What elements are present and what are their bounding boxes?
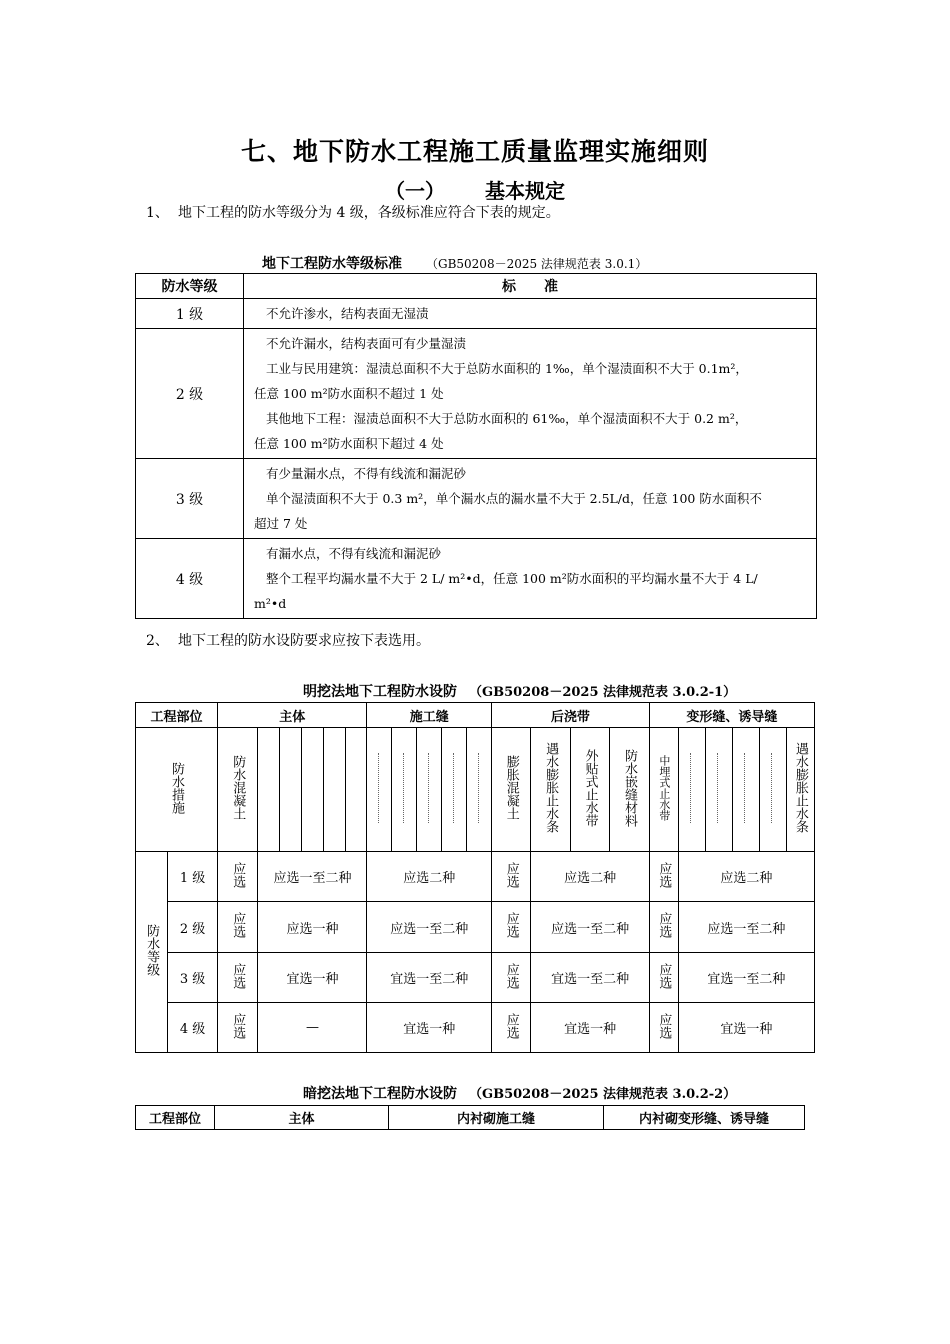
standard-line: 有少量漏水点，不得有线流和漏泥砂	[266, 466, 467, 481]
required-text: 应选	[230, 962, 246, 989]
joint-choice-cell: 应选二种	[367, 852, 492, 902]
measure-label: 外贴式止水带	[582, 748, 598, 827]
measure-label: 遇水膨胀止水条	[543, 742, 559, 833]
grade-label: 防水等级	[144, 924, 160, 976]
grade-cell: 1 级	[136, 299, 244, 329]
paragraph-2	[146, 630, 430, 650]
required-cell	[218, 852, 258, 902]
measure-cell	[705, 728, 732, 852]
standard-line: 不允许漏水，结构表面可有少量湿渍	[266, 336, 467, 351]
open-cut-waterproof-table	[135, 702, 815, 1053]
def-choice-cell: 应选一至二种	[678, 902, 814, 953]
post-choice-cell: 宜选一至二种	[531, 953, 649, 1003]
mined-waterproof-table	[135, 1105, 805, 1130]
main-choice-cell: 应选一至二种	[258, 852, 367, 902]
table-header: 内衬砌施工缝	[389, 1106, 604, 1130]
table-header: 主体	[215, 1106, 389, 1130]
required-cell	[218, 902, 258, 953]
paragraph-number: 2、	[146, 633, 169, 649]
standard-line: 任意 100 m²防水面积不超过 1 处	[254, 386, 444, 401]
grade-cell: 4 级	[136, 539, 244, 619]
required-cell	[649, 1003, 678, 1053]
required-text: 应选	[230, 912, 246, 938]
section-label: 基本规定	[485, 179, 565, 203]
joint-choice-cell: 应选一至二种	[367, 902, 492, 953]
measure-cell	[786, 728, 814, 852]
standard-line: 有漏水点，不得有线流和漏泥砂	[266, 546, 442, 561]
required-cell	[218, 1003, 258, 1053]
measure-cell	[492, 728, 531, 852]
required-text: 应选	[656, 962, 672, 989]
required-cell	[492, 902, 531, 953]
measure-cell	[531, 728, 570, 852]
table-header: 主体	[218, 703, 367, 728]
grade-cell: 2 级	[168, 902, 218, 953]
required-cell	[649, 852, 678, 902]
measures-row	[136, 728, 815, 852]
table-header: 工程部位	[136, 703, 218, 728]
standard-line: 整个工程平均漏水量不大于 2 L/ m²•d，任意 100 m²防水面积的平均漏水量不大于 4 L/	[266, 571, 758, 586]
measure-cell	[302, 728, 324, 852]
measure-cell	[649, 728, 678, 852]
table3-caption-title: 暗挖法地下工程防水设防	[303, 1086, 457, 1102]
standard-cell	[244, 459, 817, 539]
post-choice-cell: 宜选一种	[531, 1003, 649, 1053]
page-title: 七、地下防水工程施工质量监理实施细则	[240, 137, 709, 166]
def-choice-cell: 宜选一种	[678, 1003, 814, 1053]
table-header: 后浇带	[492, 703, 650, 728]
table-row	[136, 459, 817, 539]
table-row	[136, 299, 817, 329]
required-cell	[492, 852, 531, 902]
table-header: 防水等级	[136, 274, 244, 299]
measure-cell	[367, 728, 392, 852]
measure-cell	[323, 728, 345, 852]
measure-cell	[442, 728, 467, 852]
standard-cell	[244, 539, 817, 619]
main-choice-cell: 应选一种	[258, 902, 367, 953]
required-cell	[492, 953, 531, 1003]
required-text: 应选	[230, 861, 246, 888]
table-row	[136, 953, 815, 1003]
measure-cell	[732, 728, 759, 852]
table-row	[136, 1003, 815, 1053]
def-choice-cell: 应选二种	[678, 852, 814, 902]
measures-label-cell	[136, 728, 218, 852]
measure-label: 中埋式止水带	[657, 754, 671, 821]
paragraph-number: 1、	[146, 205, 169, 221]
standard-line: 任意 100 m²防水面积下超过 4 处	[254, 436, 444, 451]
measures-label: 防水措施	[169, 761, 184, 814]
required-text: 应选	[656, 861, 672, 888]
waterproof-grade-table	[135, 273, 817, 619]
table-row	[136, 539, 817, 619]
required-text: 应选	[503, 1012, 519, 1039]
required-cell	[218, 953, 258, 1003]
measure-cell	[570, 728, 609, 852]
table-header: 变形缝、诱导缝	[649, 703, 814, 728]
standard-line: m²•d	[254, 596, 287, 611]
table1-caption-title: 地下工程防水等级标准	[262, 256, 402, 272]
joint-choice-cell: 宜选一种	[367, 1003, 492, 1053]
table2-caption-ref: （GB50208－2025 法律规范表 3.0.2-1）	[469, 685, 737, 700]
def-choice-cell: 宜选一至二种	[678, 953, 814, 1003]
table3-caption-ref: （GB50208－2025 法律规范表 3.0.2-2）	[469, 1087, 737, 1102]
measure-cell	[759, 728, 786, 852]
paragraph-text: 地下工程的防水等级分为 4 级，各级标准应符合下表的规定。	[178, 205, 560, 221]
measure-cell	[258, 728, 280, 852]
joint-choice-cell: 宜选一至二种	[367, 953, 492, 1003]
table1-caption	[262, 253, 647, 273]
measure-cell	[417, 728, 442, 852]
paragraph-1	[146, 202, 560, 222]
standard-line: 其他地下工程：湿渍总面积不大于总防水面积的 61‰，单个湿渍面积不大于 0.2 m²，	[266, 411, 748, 426]
section-heading	[0, 175, 950, 204]
required-text: 应选	[656, 912, 672, 938]
required-text: 应选	[230, 1012, 246, 1039]
measure-cell	[610, 728, 649, 852]
required-text: 应选	[503, 861, 519, 888]
measure-label: 防水混凝土	[230, 755, 246, 820]
measure-cell	[218, 728, 258, 852]
table-row	[136, 902, 815, 953]
grade-label-cell	[136, 852, 168, 1053]
table-header: 内衬砌变形缝、诱导缝	[604, 1106, 805, 1130]
grade-cell: 3 级	[136, 459, 244, 539]
standard-line: 不允许渗水，结构表面无湿渍	[266, 306, 429, 321]
table-header: 施工缝	[367, 703, 492, 728]
required-cell	[492, 1003, 531, 1053]
required-cell	[649, 953, 678, 1003]
measure-cell	[467, 728, 492, 852]
table-header: 标 准	[244, 274, 817, 299]
measure-label: 膨胀混凝土	[503, 755, 519, 820]
post-choice-cell: 应选一至二种	[531, 902, 649, 953]
required-cell	[649, 902, 678, 953]
standard-line: 单个湿渍面积不大于 0.3 m²，单个漏水点的漏水量不大于 2.5L/d，任意 100 防水面积不	[266, 491, 762, 506]
grade-cell: 3 级	[168, 953, 218, 1003]
measure-label: 防水嵌缝材料	[622, 748, 638, 827]
table3-caption	[303, 1083, 736, 1103]
post-choice-cell: 应选二种	[531, 852, 649, 902]
required-text: 应选	[656, 1012, 672, 1039]
grade-cell: 4 级	[168, 1003, 218, 1053]
grade-cell: 1 级	[168, 852, 218, 902]
required-text: 应选	[503, 962, 519, 989]
standard-line: 超过 7 处	[254, 516, 308, 531]
main-choice-cell: 宜选一种	[258, 953, 367, 1003]
table-row	[136, 329, 817, 459]
table-row	[136, 852, 815, 902]
measure-cell	[345, 728, 367, 852]
standard-cell	[244, 299, 817, 329]
main-choice-cell: —	[258, 1003, 367, 1053]
measure-cell	[392, 728, 417, 852]
table1-caption-ref: （GB50208－2025 法律规范表 3.0.1）	[426, 257, 648, 271]
paragraph-text: 地下工程的防水设防要求应按下表选用。	[178, 633, 430, 649]
standard-cell	[244, 329, 817, 459]
measure-cell	[678, 728, 705, 852]
standard-line: 工业与民用建筑：湿渍总面积不大于总防水面积的 1‰，单个湿渍面积不大于 0.1m²，	[266, 361, 748, 376]
table2-caption	[303, 681, 736, 701]
table2-caption-title: 明挖法地下工程防水设防	[303, 684, 457, 700]
measure-label: 遇水膨胀止水条	[792, 742, 808, 833]
measure-cell	[280, 728, 302, 852]
grade-cell: 2 级	[136, 329, 244, 459]
required-text: 应选	[503, 912, 519, 938]
section-number: （一）	[385, 179, 445, 203]
table-header: 工程部位	[136, 1106, 215, 1130]
